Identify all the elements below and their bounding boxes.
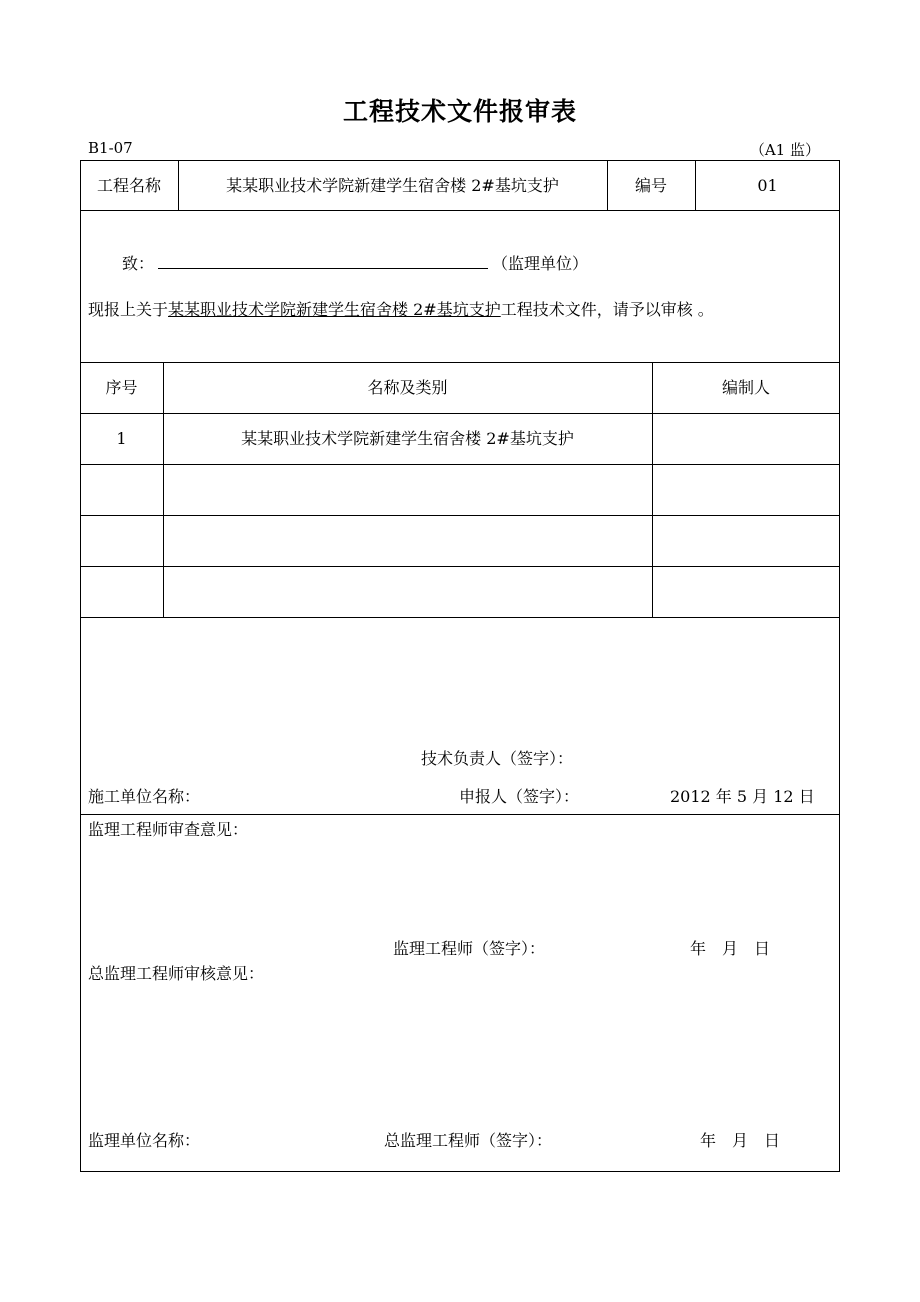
project-name-label: 工程名称	[96, 176, 161, 195]
statement-suffix: 工程技术文件，请予以审核 。	[500, 300, 714, 319]
submission-statement	[88, 300, 714, 320]
to-suffix: （监理单位）	[492, 254, 589, 273]
supervisor-signature-label: 监理工程师（签字）：	[393, 939, 546, 958]
applicant-signature-label: 申报人（签字）：	[459, 787, 580, 806]
submission-date: 2012 年 5 月 12 日	[670, 787, 815, 806]
divider	[80, 515, 840, 516]
supervision-unit-label: 监理单位名称：	[88, 1131, 201, 1150]
divider	[163, 362, 164, 618]
number-label: 编号	[634, 176, 667, 195]
contractor-unit-label: 施工单位名称：	[88, 787, 201, 806]
divider	[80, 464, 840, 465]
statement-prefix: 现报上关于	[88, 300, 169, 319]
number-value[interactable]: 01	[757, 176, 778, 195]
divider	[80, 362, 840, 363]
row-1-name[interactable]: 某某职业技术学院新建学生宿舍楼 2#基坑支护	[241, 429, 574, 448]
supervisor-opinion-label: 监理工程师审查意见：	[88, 820, 249, 839]
to-label: 致：	[122, 254, 155, 273]
chief-date: 年 月 日	[700, 1131, 781, 1150]
divider	[80, 814, 840, 815]
divider	[80, 413, 840, 414]
supervisor-date: 年 月 日	[690, 939, 771, 958]
form-type: （A1 监）	[749, 141, 820, 159]
form-code: B1-07	[88, 139, 133, 157]
tech-lead-signature-label: 技术负责人（签字）：	[421, 749, 574, 768]
address-line	[122, 250, 588, 274]
chief-opinion-label: 总监理工程师审核意见：	[88, 964, 265, 983]
col-header-author: 编制人	[721, 378, 770, 397]
chief-signature-label: 总监理工程师（签字）：	[384, 1131, 553, 1150]
project-name-value[interactable]: 某某职业技术学院新建学生宿舍楼 2#基坑支护	[226, 176, 559, 195]
col-header-no: 序号	[105, 378, 138, 397]
row-1-no[interactable]: 1	[116, 429, 127, 448]
statement-project: 某某职业技术学院新建学生宿舍楼 2#基坑支护	[168, 300, 501, 319]
divider	[80, 566, 840, 567]
divider	[80, 617, 840, 618]
divider	[80, 210, 840, 211]
page-title: 工程技术文件报审表	[342, 97, 577, 126]
divider	[652, 362, 653, 618]
supervision-unit-field[interactable]	[158, 250, 488, 269]
col-header-name: 名称及类别	[367, 378, 448, 397]
